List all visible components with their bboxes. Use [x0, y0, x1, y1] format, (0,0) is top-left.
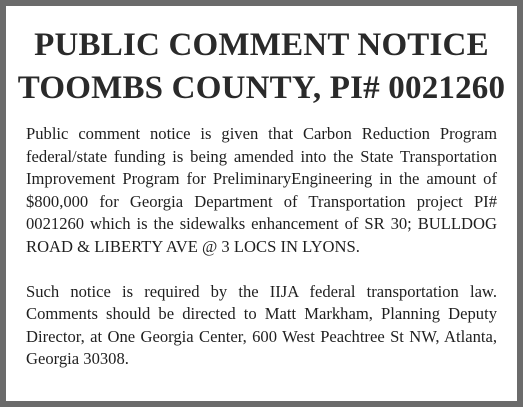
- notice-paragraph-1: Public comment notice is given that Carbon Reduction Program federal/state funding is being amended into the State Transportation Improvement Program for PreliminaryEngineering in the amount of $800,000 for Georgia Department of Transportation project PI# 0021260 which is the sidewalks enhancement of SR 30; BULLDOG ROAD & LIBERTY AVE @ 3 LOCS IN LYONS.: [26, 124, 497, 256]
- notice-title: [6, 6, 517, 110]
- notice-paragraph-2: Such notice is required by the IIJA federal transportation law. Comments should be directed to Matt Markham, Planning Deputy Director, at One Georgia Center, 600 West Peachtree St NW, Atlanta, Georgia 30308.: [26, 281, 497, 369]
- notice-body: [26, 123, 497, 393]
- notice-title-line-1: PUBLIC COMMENT NOTICE: [34, 27, 489, 63]
- notice-title-line-2: TOOMBS COUNTY, PI# 0021260: [17, 70, 506, 106]
